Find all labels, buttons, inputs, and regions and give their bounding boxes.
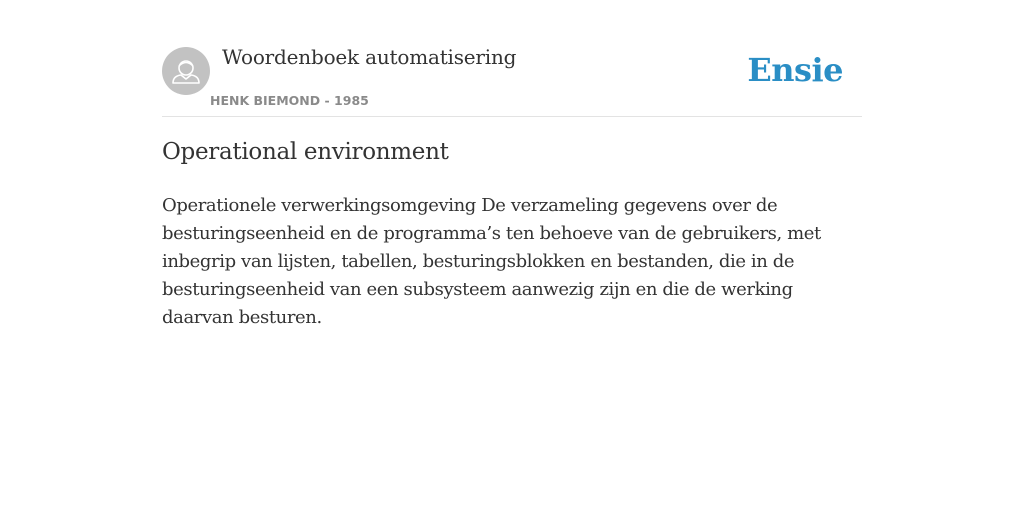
book-title[interactable]: Woordenboek automatisering: [222, 45, 517, 69]
dictionary-header: [162, 40, 862, 117]
author-name[interactable]: HENK BIEMOND: [210, 93, 321, 108]
avatar[interactable]: [162, 47, 210, 95]
entry-term: Operational environment: [162, 139, 449, 165]
meta-separator: -: [324, 93, 330, 108]
author-year-meta: [210, 93, 369, 108]
entry-definition: Operationele verwerkingsomgeving De verzameling gegevens over de besturingseenheid en de programma’s ten behoeve van de gebruikers, met inbegrip van lijsten, tabellen, besturingsblokken en bestanden, die in de besturingseenheid van een subsysteem aanwezig zijn en die de werking daarvan besturen.: [162, 195, 821, 328]
publication-year: 1985: [334, 93, 369, 108]
ensie-logo[interactable]: Ensie: [747, 51, 843, 89]
user-placeholder-icon: [162, 47, 210, 95]
